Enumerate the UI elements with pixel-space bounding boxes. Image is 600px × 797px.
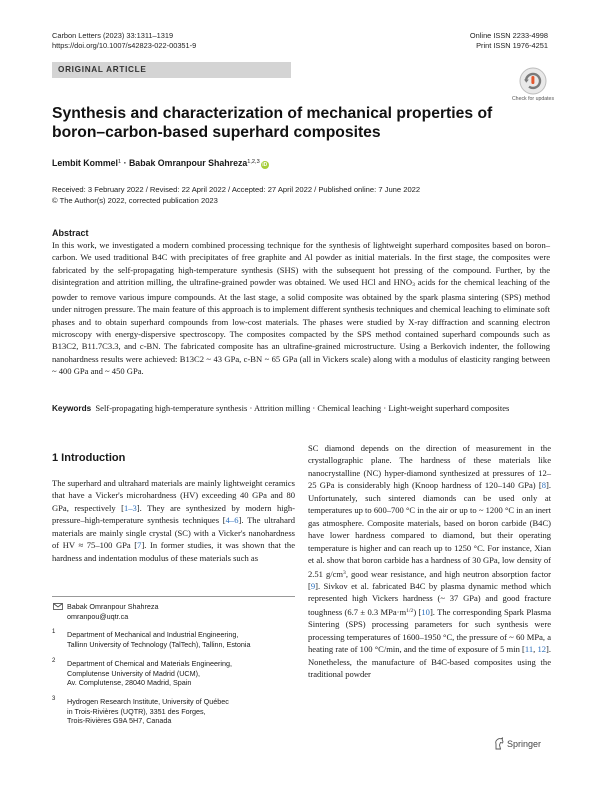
intro-left-column xyxy=(52,477,295,564)
body-text: ]. Nonetheless, the manufacture of B4C-based composites using the traditional powder xyxy=(308,644,551,680)
affiliation-line: Hydrogen Research Institute, University of Québec xyxy=(67,697,229,706)
body-text: ]. Unfortunately, such sintered diamonds can be used only at temperatures up to 600–700 °C in the air or up to ~ 1200 °C in an inert gas atmosphere. Composite materials, based on boron carbide (B4C) have lower hardness compared to diamond, but their operating temperature is higher and can reach up to 1250 °C. For instance, Xian et al. show that boron carbide has a hardness of 30 GPa, low density of 2.51 g/cm xyxy=(308,480,551,579)
affiliation-line: Trois-Rivières G9A 5H7, Canada xyxy=(67,716,172,726)
body-text: ]. In former studies, it was shown that the hardness and indentation modulus of these materials such as xyxy=(52,540,295,563)
springer-horse-icon xyxy=(493,737,505,750)
orcid-icon[interactable]: iD xyxy=(262,162,268,168)
abstract-heading: Abstract xyxy=(52,228,89,238)
author-list xyxy=(52,156,552,169)
affiliation-number: 3 xyxy=(52,696,56,702)
body-text: ]. Sivkov et al. fabricated B4C by plasma dynamic method which represented high Vickers hardness (~ 37 GPa) and good fracture toughness (6.7 ± 0.3 MPa·m xyxy=(308,580,551,617)
keywords-label: Keywords xyxy=(52,404,92,413)
corresponding-author xyxy=(67,602,159,621)
body-text: The superhard and ultrahard materials are mainly lightweight ceramics that have a Vicker's microhardness (HV) exceeding 40 GPa and 80 GPa, respectively [ xyxy=(52,478,295,513)
publisher-logo-text: Springer xyxy=(507,739,542,749)
publication-dates xyxy=(52,185,552,206)
body-text: , good wear resistance, and high neutron absorption factor [ xyxy=(308,568,551,591)
subscript: 3 xyxy=(412,281,415,288)
section-heading: 1 Introduction xyxy=(52,452,126,464)
body-text: ]. The corresponding Spark Plasma Sintering (SPS) processing parameters for such synthesis were processing temperatures of 1600–1950 °C, the pressure of ~ 60 MPa, a heating rate of 100 °C/min, and the time of exposure of 5 min [ xyxy=(308,606,552,655)
author-separator: · xyxy=(121,158,129,168)
envelope-icon xyxy=(53,603,63,610)
author-name[interactable]: Babak Omranpour Shahreza xyxy=(128,158,248,168)
citation-link[interactable]: 10 xyxy=(421,606,430,617)
affiliation-number: 1 xyxy=(52,629,56,635)
affiliation-line: Department of Mechanical and Industrial Engineering, xyxy=(67,630,239,639)
history-dates: Received: 3 February 2022 / Revised: 22 April 2022 / Accepted: 27 April 2022 / Published online: 7 June 2022 xyxy=(52,185,421,194)
check-for-updates-label[interactable]: Check for updates xyxy=(511,96,555,102)
affiliation-1 xyxy=(67,630,251,649)
affiliation-line: Tallinn University of Technology (TalTech), Tallinn, Estonia xyxy=(67,639,251,649)
print-issn: Print ISSN 1976-4251 xyxy=(476,41,548,50)
citation-link[interactable]: 8 xyxy=(541,480,547,491)
citation-link[interactable]: 4–6 xyxy=(225,515,239,526)
check-for-updates-icon[interactable] xyxy=(516,66,550,100)
online-issn: Online ISSN 2233-4998 xyxy=(469,31,548,40)
body-text: ]. The ultrahard materials are mainly single crystal (SC) with a Vicker's nanohardness of HV ≈ 75–100 GPa [ xyxy=(52,515,295,551)
affiliation-line: Av. Complutense, 28040 Madrid, Spain xyxy=(67,678,192,688)
paper-title: Synthesis and characterization of mechanical properties of boron–carbon-based superhard composites xyxy=(52,105,493,141)
doi-link[interactable]: https://doi.org/10.1007/s42823-022-00351-9 xyxy=(52,41,197,50)
abstract-text: acids for the chemical leaching of the powder to remove various impure compounds. At the last stage, a solid composite was obtained by the spark plasma sintering (SPS) method under nitrogen pressure. The main feature of this approach is to implement different synthesis techniques and chemical leaching to eliminate soft phases and to obtain superhard compounds from low-cost materials. The phases were studied by X-ray diffraction and scanning electron microscopy with energy-dispersive spectroscopy. The composites compacted by the SPS method contained superhard compounds such as B13C2, B11.7C3.3, and c-BN. The fabricated composite has an ultrafine-grained microstructure. Using a Berkovich indenter, the following nanohardness results were achieved: B13C2 ~ 43 GPa, c-BN ~ 65 GPa (all in Vickers scale) along with a modulus of elasticity ranging between ~ 400 GPa and ~ 450 GPa. xyxy=(52,276,550,376)
superscript: 1/2 xyxy=(406,607,414,614)
contact-email[interactable]: omranpou@uqtr.ca xyxy=(67,611,129,621)
affiliation-marker: 1,2,3 xyxy=(247,159,260,165)
body-text: ) [ xyxy=(413,606,422,617)
citation-link[interactable]: 11 xyxy=(524,644,534,655)
journal-citation: Carbon Letters (2023) 33:1311–1319 xyxy=(52,31,174,40)
affiliation-3 xyxy=(67,697,229,726)
keywords xyxy=(52,402,550,415)
affiliation-line: in Trois-Rivières (UQTR), 3351 des Forges, xyxy=(67,706,206,716)
body-text: , xyxy=(533,644,538,655)
keywords-text: Self-propagating high-temperature synthesis · Attrition milling · Chemical leaching · Light-weight superhard composites xyxy=(95,403,510,413)
affiliation-line: Department of Chemical and Materials Engineering, xyxy=(67,659,232,668)
author-name[interactable]: Lembit Kommel xyxy=(52,158,118,168)
superscript: 3 xyxy=(343,569,346,576)
citation-link[interactable]: 9 xyxy=(310,580,316,591)
intro-right-column xyxy=(308,442,551,681)
abstract-text: In this work, we investigated a modern combined processing technique for the synthesis of lightweight superhard composites based on boron–carbon. We used traditional B4C with precipitates of free graphite and Al powder as initial materials. In the first stage, the composites were fabricated by the self-propagating high-temperature synthesis (SHS) with the subsequent hot pressing of the compound. Further, by the disintegration and attrition milling, the ultrafine-grained powder was obtained. We used HCl and HNO xyxy=(52,240,550,287)
affiliation-marker: 1 xyxy=(118,159,122,165)
body-text: ]. They are synthesized by modern high-pressure–high-temperature synthesis techniques [ xyxy=(52,502,295,526)
citation-link[interactable]: 12 xyxy=(537,644,547,655)
affiliation-number: 2 xyxy=(52,658,56,664)
copyright-line: © The Author(s) 2022, corrected publication 2023 xyxy=(52,195,218,205)
citation-link[interactable]: 1–3 xyxy=(123,502,137,513)
contact-name: Babak Omranpour Shahreza xyxy=(67,602,159,611)
footnote-divider xyxy=(52,596,295,597)
affiliation-line: Complutense University of Madrid (UCM), xyxy=(67,668,201,678)
affiliation-2 xyxy=(67,659,232,688)
body-text: SC diamond depends on the direction of measurement in the crystallographic plane. The hardness of these materials like nanocrystalline (NC) hyper-diamond synthesized at pressures of 12–25 GPa is considerably high (Knoop hardness of 120–140 GPa) [ xyxy=(308,443,551,491)
abstract-body xyxy=(52,239,550,377)
citation-link[interactable]: 7 xyxy=(137,540,142,551)
article-type-label: ORIGINAL ARTICLE xyxy=(58,65,147,74)
